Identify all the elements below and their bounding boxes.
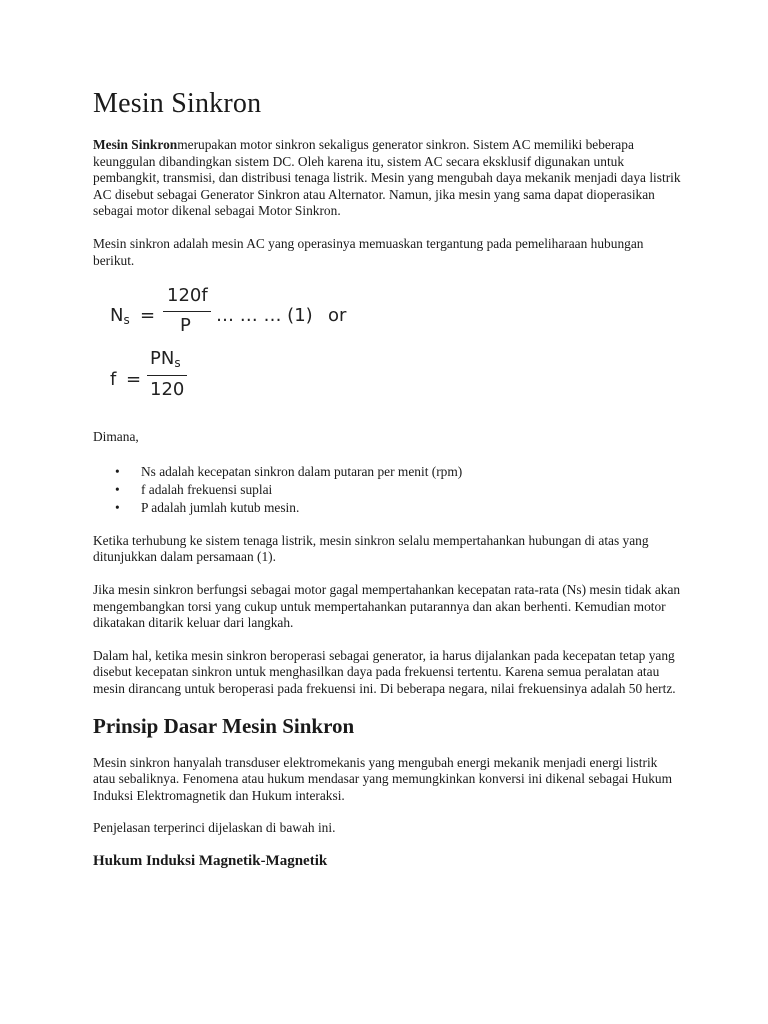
paragraph-connection: Ketika terhubung ke sistem tenaga listrik, mesin sinkron selalu mempertahankan hubungan di atas yang ditunjukkan dalam persamaan (1). xyxy=(93,532,649,565)
relation-paragraph: Mesin sinkron adalah mesin AC yang operasinya memuaskan tergantung pada pemeliharaan hubungan berikut. xyxy=(93,235,644,268)
list-item: • f adalah frekuensi suplai xyxy=(115,481,273,497)
document-page xyxy=(93,88,683,870)
list-item: • P adalah jumlah kutub mesin. xyxy=(115,499,300,515)
eq-ns-lhs: $N_s$ xyxy=(110,305,130,328)
intro-bold-term: Mesin Sinkron xyxy=(93,137,178,152)
eq-denominator-2: 120 xyxy=(150,379,185,401)
where-label: Dimana, xyxy=(93,429,139,445)
eq-dots: … … … (1) xyxy=(216,305,313,327)
paragraph-detail: Penjelasan terperinci dijelaskan di bawah ini. xyxy=(93,820,336,836)
paragraph-generator: Dalam hal, ketika mesin sinkron beroperasi sebagai generator, ia harus dijalankan pada kecepatan tetap yang disebut kecepatan sinkron untuk menghasilkan daya pada frekuensi tertentu. Karena semua peralatan atau mesin dirancang untuk beroperasi pada frekuensi ini. Di beberapa negara, nilai frekuensinya adalah 50 hertz. xyxy=(93,647,676,696)
eq-fraction-bar-2 xyxy=(147,375,187,376)
paragraph-motor: Jika mesin sinkron berfungsi sebagai motor gagal mempertahankan kecepatan rata-rata (Ns) mesin tidak akan mengembangkan torsi yang cukup untuk mempertahankan putarannya dan akan berhenti. Kemudian motor dikatakan ditarik keluar dari langkah. xyxy=(93,581,681,631)
bullet-icon: • xyxy=(115,481,120,497)
list-item: • Ns adalah kecepatan sinkron dalam putaran per menit (rpm) xyxy=(115,463,463,479)
section-heading-induction: Hukum Induksi Magnetik-Magnetik xyxy=(93,852,328,869)
page-title: Mesin Sinkron xyxy=(93,88,262,119)
eq-equals-2: = xyxy=(126,369,142,391)
intro-text: merupakan motor sinkron sekaligus generator sinkron. Sistem AC memiliki beberapa keunggulan dibandingkan sistem DC. Oleh karena itu, sistem AC secara eksklusif digunakan untuk pembangkit, transmisi, dan distribusi tenaga listrik. Mesin yang mengubah daya mekanik menjadi daya listrik AC disebut sebagai Generator Sinkron atau Alternator. Namun, jika mesin yang sama dapat dioperasikan sebagai motor dikenal sebagai Motor Sinkron. xyxy=(93,137,681,219)
eq-numerator-1: 120f xyxy=(167,285,208,307)
section-heading-principle: Prinsip Dasar Mesin Sinkron xyxy=(93,713,355,738)
eq-or: or xyxy=(328,305,347,327)
variable-list xyxy=(93,463,683,517)
speed-equation xyxy=(93,285,683,415)
paragraph-transducer: Mesin sinkron hanyalah transduser elektromekanis yang mengubah energi mekanik menjadi energi listrik atau sebaliknya. Fenomena atau hukum mendasar yang memungkinkan konversi ini dikenal sebagai Hukum Induksi Elektromagnetik dan Hukum interaksi. xyxy=(93,754,672,803)
bullet-icon: • xyxy=(115,463,120,479)
eq-numerator-2: $PN_s$ xyxy=(150,348,181,371)
eq-denominator-1: P xyxy=(180,315,191,337)
eq-equals-1: = xyxy=(140,305,156,327)
eq-fraction-bar-1 xyxy=(163,311,211,312)
intro-paragraph xyxy=(93,137,683,220)
eq-f-lhs: f xyxy=(110,369,117,391)
bullet-icon: • xyxy=(115,499,120,515)
